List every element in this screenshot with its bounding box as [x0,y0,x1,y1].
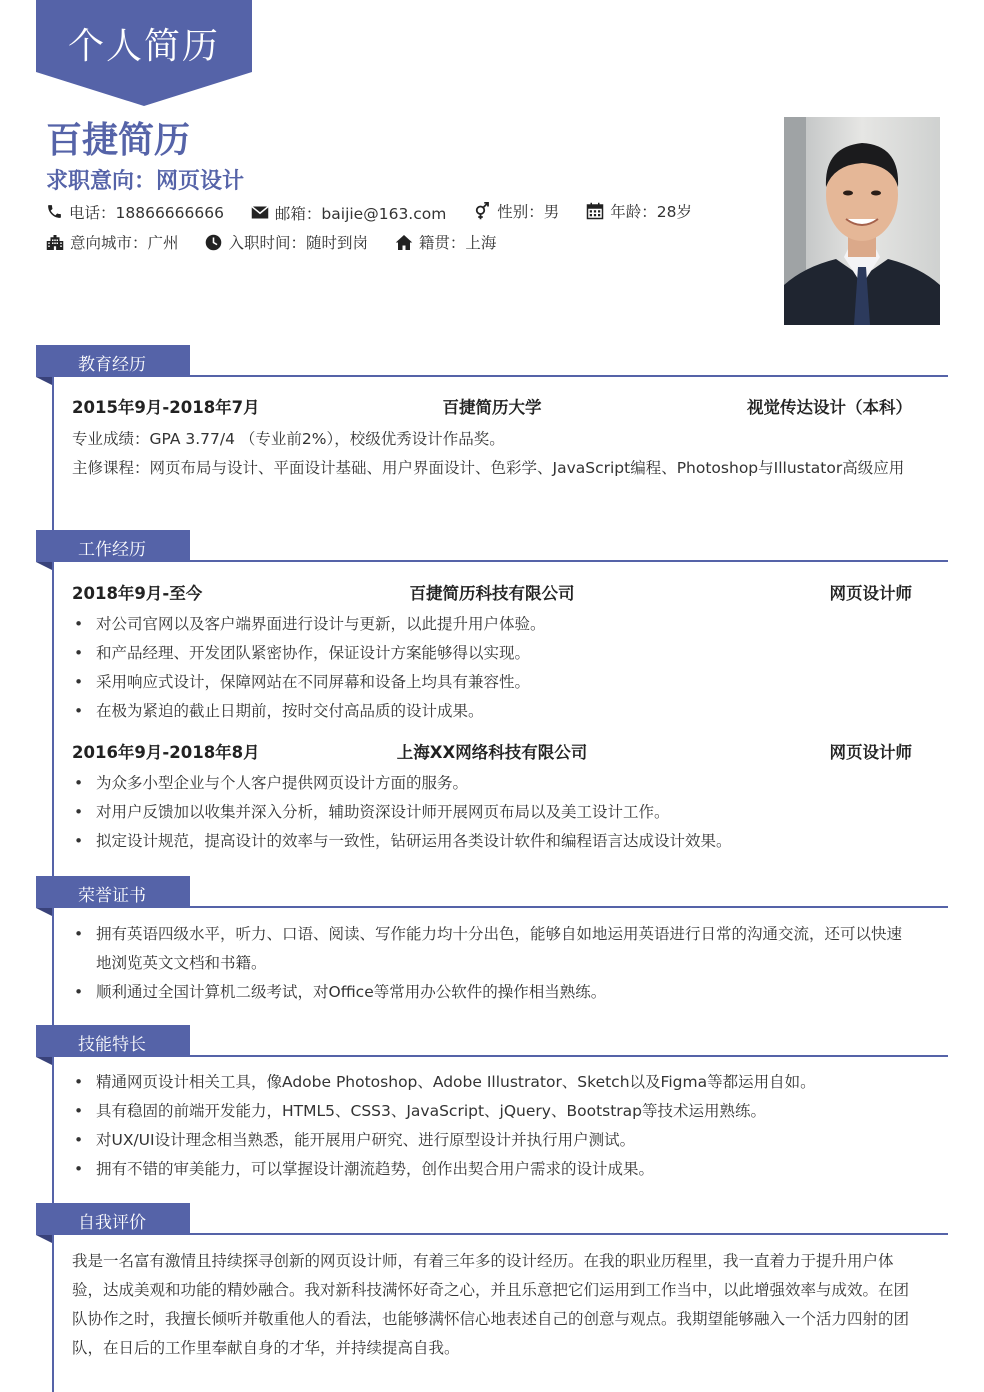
info-start [205,231,368,253]
job-1-company: 百捷简历科技有限公司 [409,584,575,603]
gender-icon [473,202,491,220]
section-divider [190,375,948,377]
info-row-1 [46,200,714,224]
list-item: • 拥有英语四级水平，听力、口语、阅读、写作能力均十分出色，能够自如地运用英语进行日常的沟通交流，还可以快速地浏览英文文档和书籍。 [72,920,912,978]
profile-photo [784,117,940,325]
section-title-education: 教育经历 [78,355,146,375]
info-city [46,231,179,253]
job-2-bullets [72,769,912,856]
list-item: • 具有稳固的前端开发能力，HTML5、CSS3、JavaScript、jQuery、Bootstrap等技术运用熟练。 [72,1097,912,1126]
section-tab-fold [36,377,52,385]
education-courses: 主修课程：网页布局与设计、平面设计基础、用户界面设计、色彩学、JavaScript编程、Photoshop与Illustator高级应用 [72,459,905,477]
job-1-period: 2018年9月-至今 [72,584,203,603]
info-age-text: 年龄：28岁 [610,203,692,221]
section-divider [190,1233,948,1235]
section-title-honors: 荣誉证书 [78,886,146,906]
list-item: • 和产品经理、开发团队紧密协作，保证设计方案能够得以实现。 [72,639,912,668]
list-item: • 顺利通过全国计算机二级考试，对Office等常用办公软件的操作相当熟练。 [72,978,912,1007]
section-skills-header [36,1025,948,1065]
self-evaluation-text: 我是一名富有激情且持续探寻创新的网页设计师，有着三年多的设计经历。在我的职业历程里，我一直着力于提升用户体验，达成美观和功能的精妙融合。我对新科技满怀好奇之心，并且乐意把它们运用到工作当中，以此增强效率与成效。在团队协作之时，我擅长倾听并敬重他人的看法，也能够满怀信心地表述自己的创意与观点。我期望能够融入一个活力四射的团队，在日后的工作里奉献自身的才华，并持续提高自我。 [72,1252,910,1357]
banner-title: 个人简历 [67,26,220,67]
job-1-bullets [72,610,912,726]
phone-icon [46,203,63,220]
list-item: • 对公司官网以及客户端界面进行设计与更新，以此提升用户体验。 [72,610,912,639]
section-divider [190,560,948,562]
calendar-icon [586,202,604,220]
section-tab-fold [36,562,52,570]
skills-bullets [72,1068,912,1184]
section-work-header [36,530,948,570]
info-hometown-text: 籍贯：上海 [418,234,497,252]
section-education-header [36,345,948,385]
education-details [72,425,912,483]
list-item: • 对UX/UI设计理念相当熟悉，能开展用户研究、进行原型设计并执行用户测试。 [72,1126,912,1155]
section-title-self: 自我评价 [78,1213,146,1233]
section-title-work: 工作经历 [78,540,146,560]
job-2-role: 网页设计师 [829,743,912,762]
home-icon [395,234,413,251]
clock-icon [205,234,222,251]
info-phone [46,201,224,223]
job-intent: 求职意向：网页设计 [46,169,245,194]
info-start-text: 入职时间：随时到岗 [228,234,368,252]
job-2-company: 上海XX网络科技有限公司 [396,743,588,762]
info-gender [473,200,559,222]
info-city-text: 意向城市：广州 [70,234,179,252]
list-item: • 采用响应式设计，保障网站在不同屏幕和设备上均具有兼容性。 [72,668,912,697]
info-hometown [395,231,497,253]
info-email [251,202,446,224]
list-item: • 在极为紧迫的截止日期前，按时交付高品质的设计成果。 [72,697,912,726]
list-item: • 对用户反馈加以收集并深入分析，辅助资深设计师开展网页布局以及美工设计工作。 [72,798,912,827]
section-divider [190,1055,948,1057]
section-title-skills: 技能特长 [78,1035,146,1055]
list-item: • 拥有不错的审美能力，可以掌握设计潮流趋势，创作出契合用户需求的设计成果。 [72,1155,912,1184]
resume-banner [36,0,252,106]
info-row-2 [46,231,518,255]
section-tab-fold [36,1057,52,1065]
education-period: 2015年9月-2018年7月 [72,398,260,417]
job-1-role: 网页设计师 [829,584,912,603]
list-item: • 拟定设计规范，提高设计的效率与一致性，钻研运用各类设计软件和编程语言达成设计效果。 [72,827,912,856]
section-divider [190,906,948,908]
education-school: 百捷简历大学 [442,398,542,417]
info-email-text: 邮箱：baijie@163.com [274,204,447,223]
education-gpa: 专业成绩：GPA 3.77/4 （专业前2%），校级优秀设计作品奖。 [72,430,505,448]
mail-icon [251,205,269,220]
section-tab-fold [36,908,52,916]
list-item: • 精通网页设计相关工具，像Adobe Photoshop、Adobe Illustrator、Sketch以及Figma等都运用自如。 [72,1068,912,1097]
section-self-header [36,1203,948,1243]
city-icon [46,234,64,251]
candidate-name: 百捷简历 [46,120,191,161]
honors-bullets [72,920,912,1007]
section-honors-header [36,876,948,916]
list-item: • 为众多小型企业与个人客户提供网页设计方面的服务。 [72,769,912,798]
info-gender-text: 性别：男 [497,203,560,221]
education-major: 视觉传达设计（本科） [747,398,912,417]
job-2-period: 2016年9月-2018年8月 [72,743,260,762]
info-phone-text: 电话：18866666666 [69,203,224,222]
section-tab-fold [36,1235,52,1243]
info-age [586,200,692,222]
